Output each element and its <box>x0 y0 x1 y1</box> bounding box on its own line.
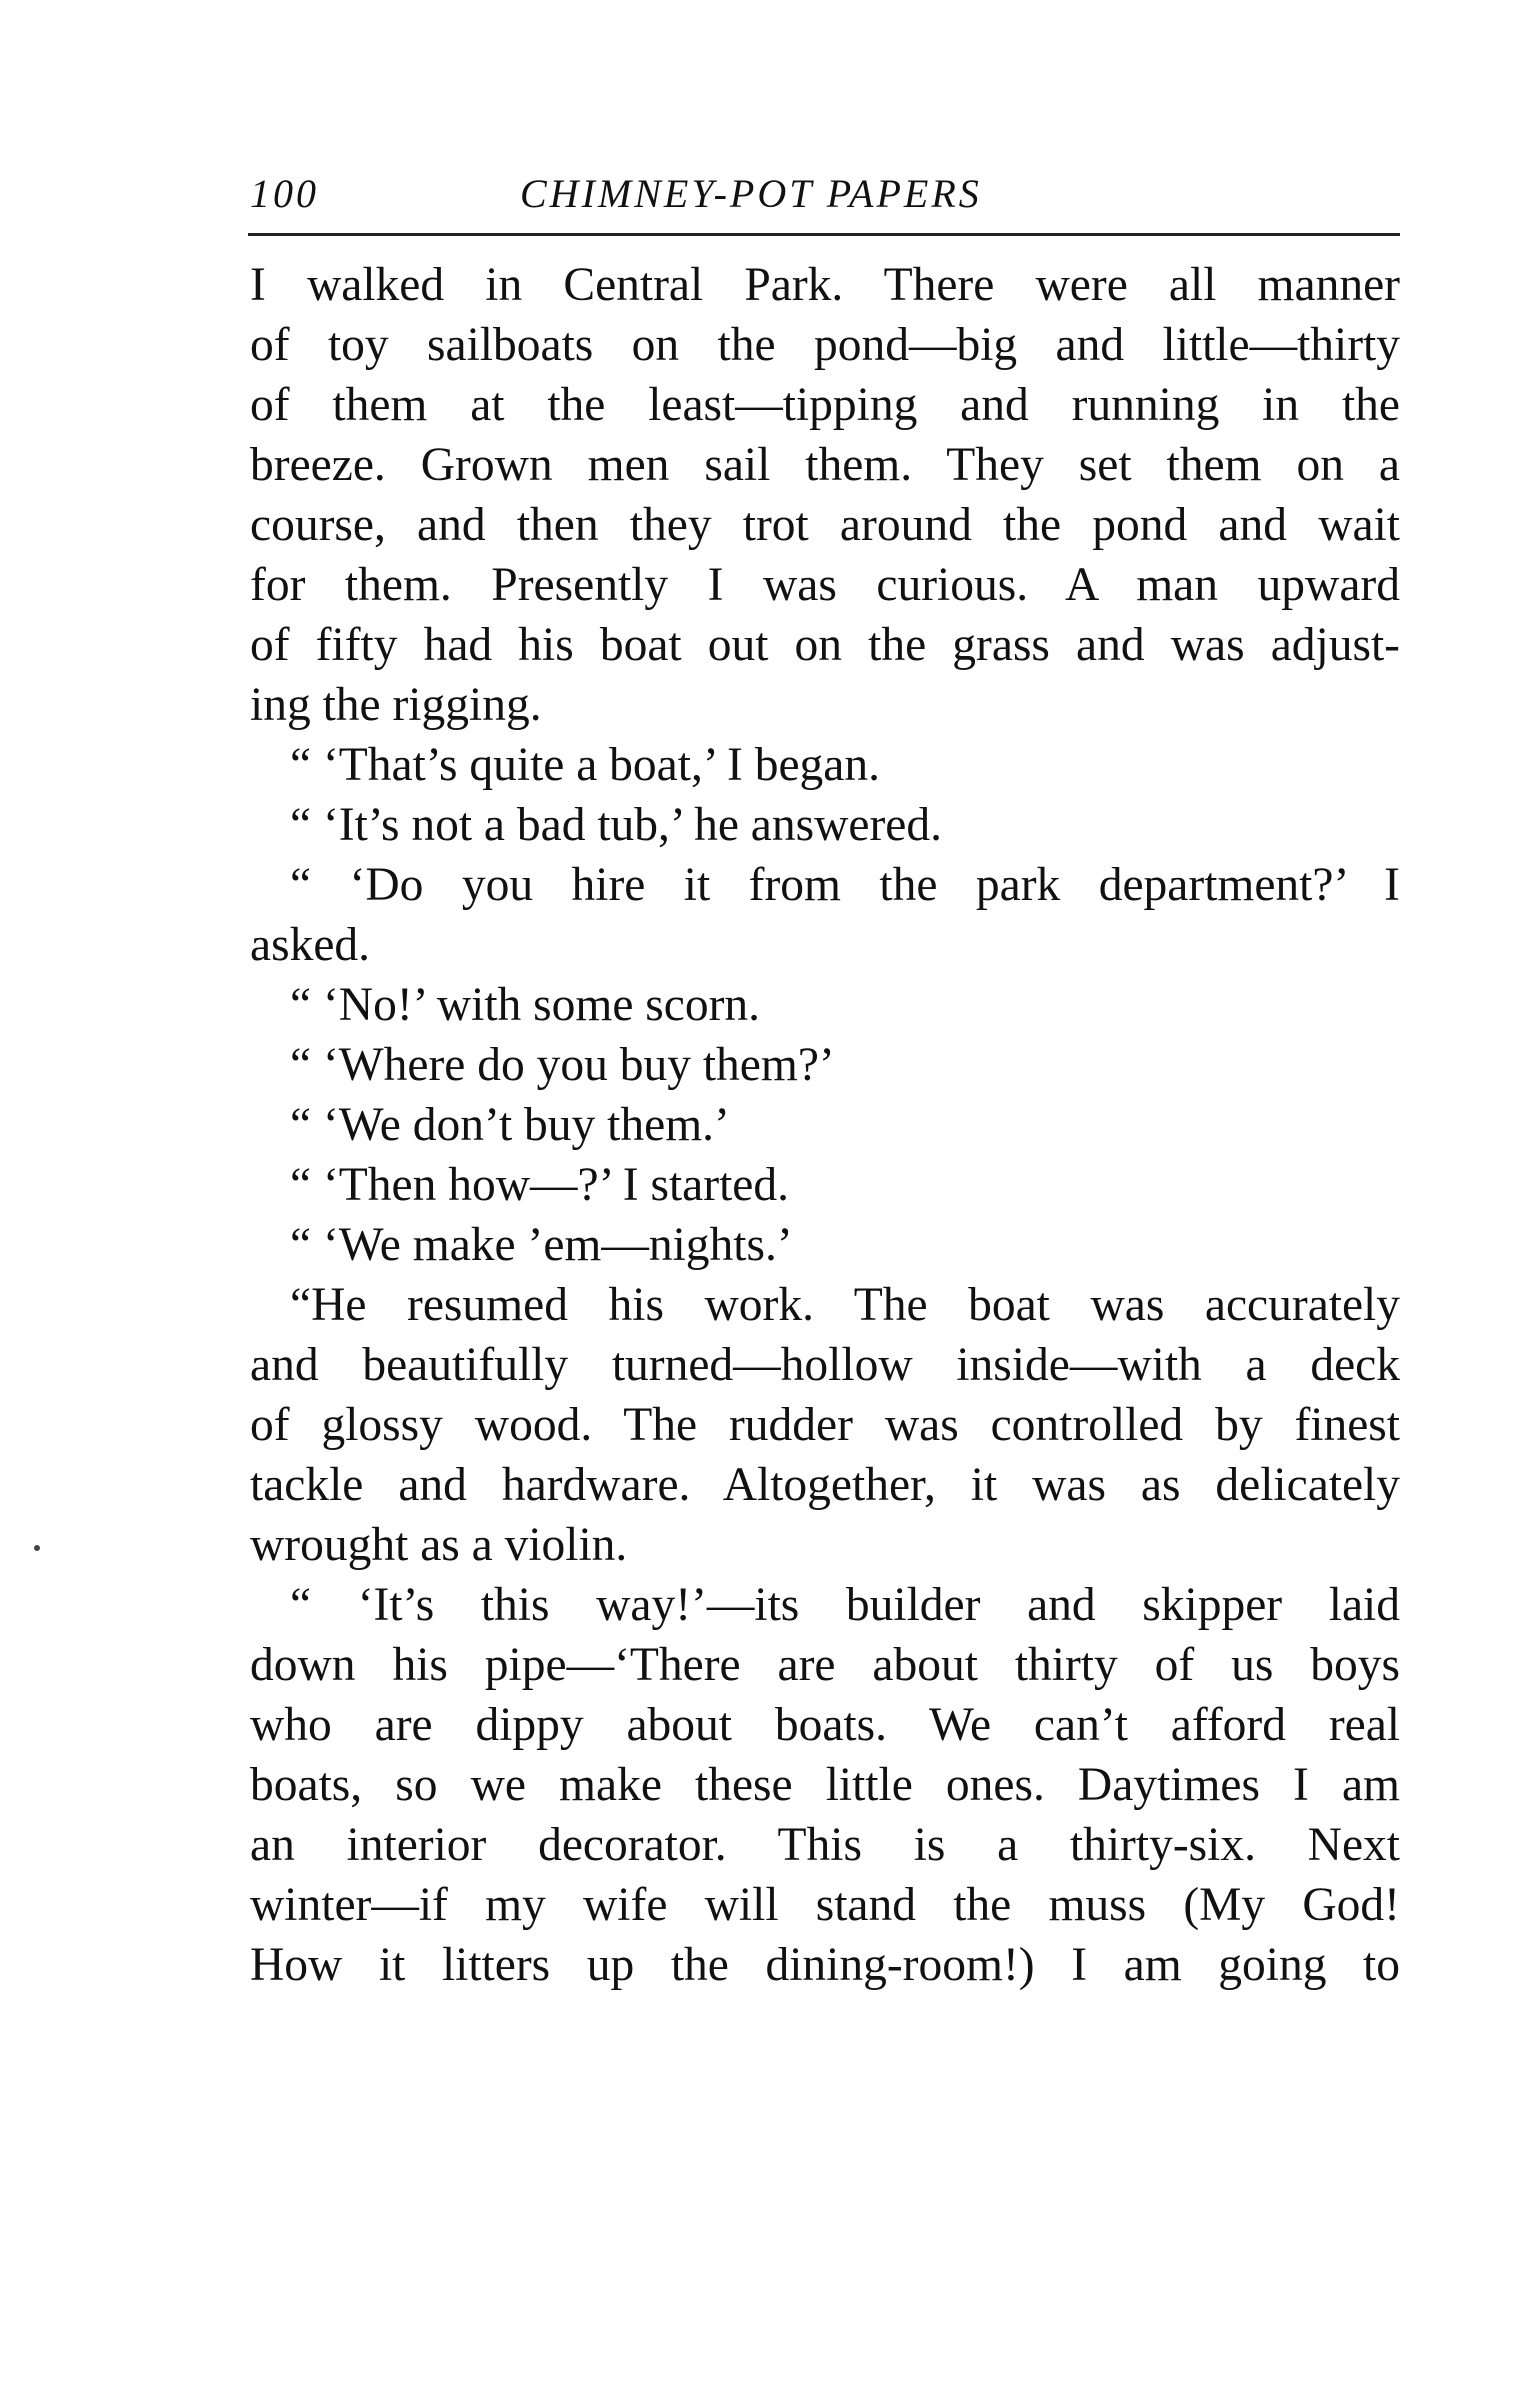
text-line: I walked in Central Park. There were all manner <box>250 259 1400 311</box>
text-line: of glossy wood. The rudder was controlled by finest <box>250 1399 1400 1451</box>
text-line: “ ‘We don’t buy them.’ <box>290 1099 730 1151</box>
text-line: “ ‘Where do you buy them?’ <box>290 1039 835 1091</box>
text-line: winter—if my wife will stand the muss (My God! <box>250 1879 1400 1931</box>
text-line: who are dippy about boats. We can’t afford real <box>250 1699 1400 1751</box>
body-text <box>250 255 1400 1995</box>
text-line: of them at the least—tipping and running in the <box>250 379 1400 431</box>
text-line: down his pipe—‘There are about thirty of us boys <box>250 1639 1400 1691</box>
text-line: “ ‘That’s quite a boat,’ I began. <box>290 739 880 791</box>
margin-speck <box>34 1545 40 1551</box>
text-line: ing the rigging. <box>250 679 542 731</box>
text-line: breeze. Grown men sail them. They set them on a <box>250 439 1400 491</box>
text-line: for them. Presently I was curious. A man upward <box>250 559 1400 611</box>
text-line: “ ‘It’s not a bad tub,’ he answered. <box>290 799 943 851</box>
running-head <box>250 170 1400 230</box>
text-line: “ ‘Do you hire it from the park department?’ I <box>290 859 1400 911</box>
text-line: “He resumed his work. The boat was accurately <box>290 1279 1400 1331</box>
text-line: tackle and hardware. Altogether, it was as delicately <box>250 1459 1400 1511</box>
text-line: an interior decorator. This is a thirty-six. Next <box>250 1819 1400 1871</box>
text-line: boats, so we make these little ones. Daytimes I am <box>250 1759 1400 1811</box>
text-line: “ ‘No!’ with some scorn. <box>290 979 761 1031</box>
text-line: of toy sailboats on the pond—big and little—thirty <box>250 319 1400 371</box>
running-title: CHIMNEY-POT PAPERS <box>520 171 982 216</box>
text-line: asked. <box>250 919 371 971</box>
page-number: 100 <box>250 171 319 216</box>
text-line: “ ‘It’s this way!’—its builder and skipper laid <box>290 1579 1400 1631</box>
text-line: and beautifully turned—hollow inside—with a deck <box>250 1339 1400 1391</box>
text-line: How it litters up the dining-room!) I am going to <box>250 1939 1400 1991</box>
text-line: course, and then they trot around the pond and wait <box>250 499 1400 551</box>
text-line: of fifty had his boat out on the grass and was adjust- <box>250 619 1400 671</box>
text-line: “ ‘We make ’em—nights.’ <box>290 1219 793 1271</box>
text-line: wrought as a violin. <box>250 1519 628 1571</box>
header-rule <box>248 233 1400 236</box>
text-line: “ ‘Then how—?’ I started. <box>290 1159 789 1211</box>
